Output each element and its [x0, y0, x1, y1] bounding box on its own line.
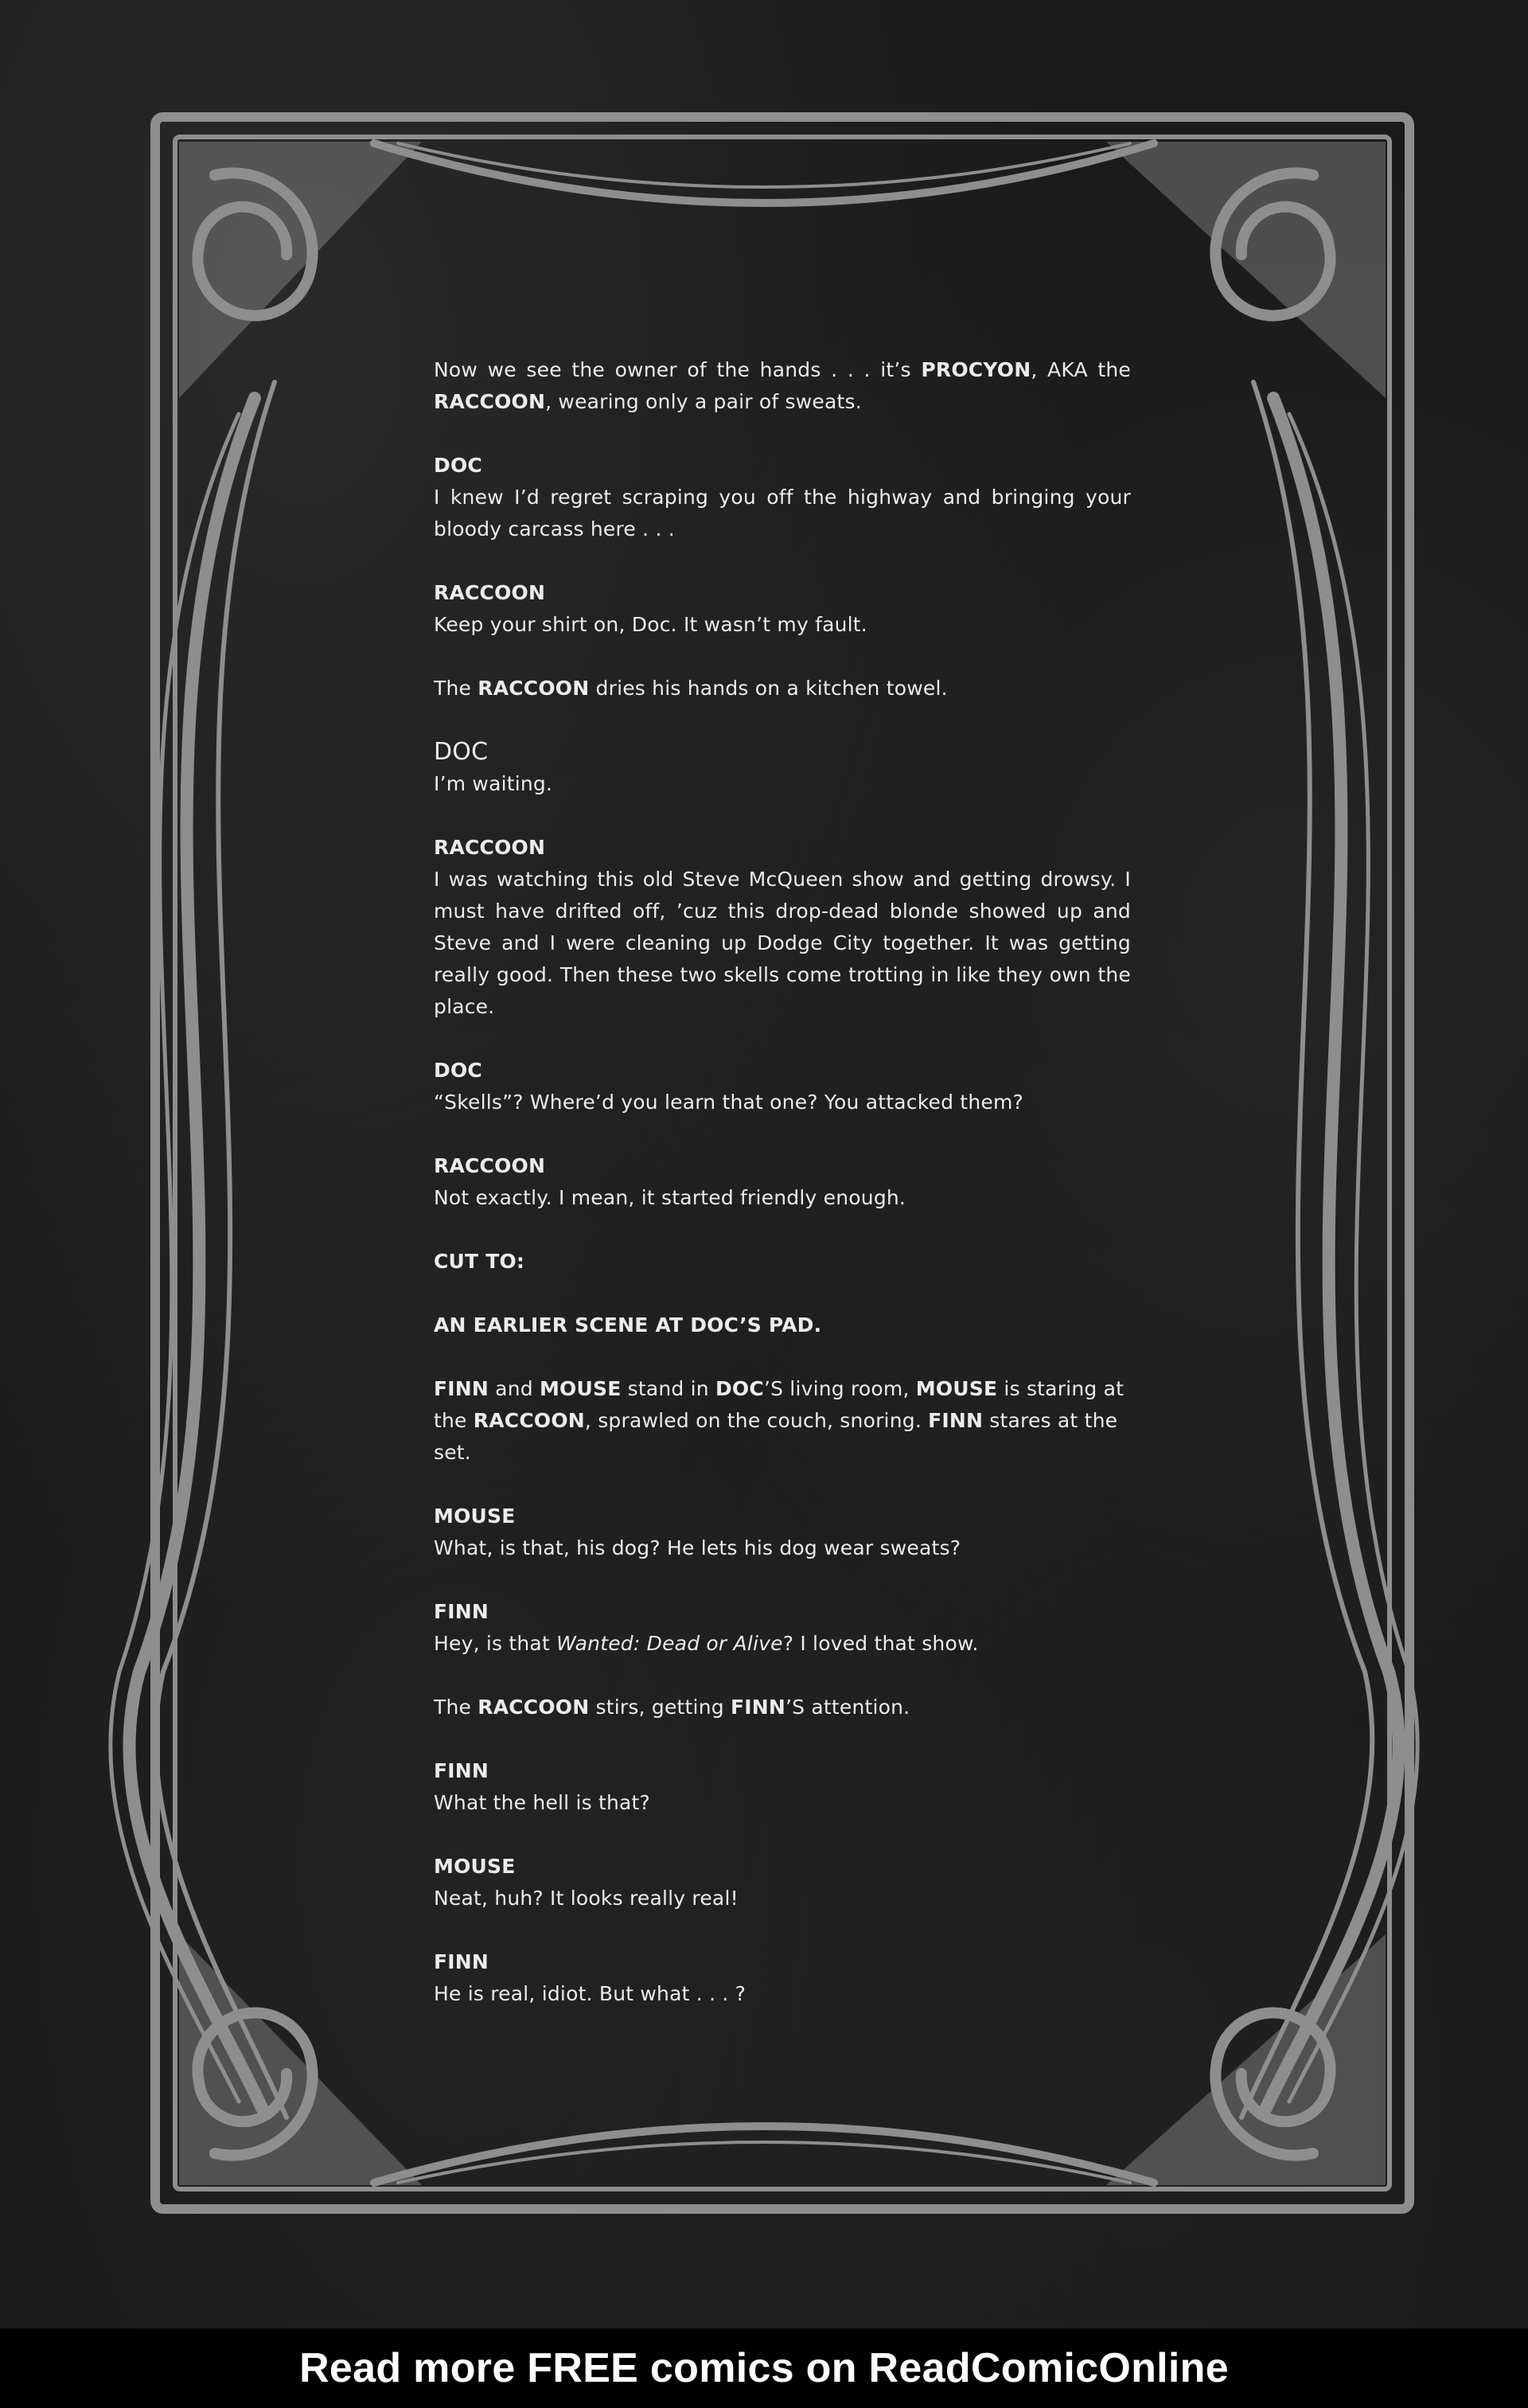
character-name: RACCOON — [434, 581, 546, 604]
dialogue-block-raccoon-1 — [434, 577, 1131, 641]
frame-bottom-arch — [374, 2126, 1154, 2183]
action-block-stirs: The RACCOON stirs, getting FINN’S attention. — [434, 1696, 910, 1719]
frame-left-curve — [129, 398, 263, 2109]
dialogue-block-finn-1: FINN Hey, is that Wanted: Dead or Alive? I loved that show. — [434, 1596, 1131, 1660]
character-name: DOC — [434, 1059, 482, 1082]
dialogue-line: Neat, huh? It looks really real! — [434, 1887, 739, 1910]
scene-heading: AN EARLIER SCENE AT DOC’S PAD. — [434, 1313, 822, 1337]
frame-top-arch — [374, 143, 1154, 203]
dialogue-line: Not exactly. I mean, it started friendly enough. — [434, 1186, 906, 1209]
action-block-living-room: FINN and MOUSE stand in DOC’S living room, MOUSE is staring at the RACCOON, sprawled on the couch, snoring. FINN stares at the set. — [434, 1377, 1125, 1464]
dialogue-block-doc-3 — [434, 1055, 1131, 1118]
character-name: MOUSE — [434, 1505, 516, 1528]
dialogue-line: Keep your shirt on, Doc. It wasn’t my fault. — [434, 613, 867, 636]
frame-right-curve — [1265, 398, 1399, 2109]
dialogue-block-mouse-2 — [434, 1851, 1131, 1914]
character-name: DOC — [434, 738, 489, 766]
character-name: FINN — [434, 1600, 489, 1623]
dialogue-line: I’m waiting. — [434, 772, 553, 795]
character-name: RACCOON — [434, 836, 546, 859]
footer-link-text[interactable]: Read more FREE comics on ReadComicOnline — [299, 2345, 1229, 2391]
character-name: MOUSE — [434, 1855, 516, 1878]
dialogue-block-finn-3 — [434, 1946, 1131, 2010]
dialogue-block-raccoon-3 — [434, 1150, 1131, 1214]
transition-cut-to: CUT TO: — [434, 1250, 525, 1273]
dialogue-block-finn-2 — [434, 1755, 1131, 1819]
dialogue-line: What the hell is that? — [434, 1791, 651, 1814]
dialogue-line: “Skells”? Where’d you learn that one? You attacked them? — [434, 1091, 1023, 1114]
action-block-towel: The RACCOON dries his hands on a kitchen towel. — [434, 677, 948, 700]
character-name: FINN — [434, 1950, 489, 1973]
footer-banner — [0, 2328, 1528, 2408]
dialogue-block-doc-2 — [434, 736, 1131, 800]
dialogue-block-mouse-1 — [434, 1501, 1131, 1564]
screenplay-text — [434, 354, 1131, 2042]
dialogue-line: I knew I’d regret scraping you off the highway and bringing your bloody carcass here . . . — [434, 486, 1131, 541]
dialogue-line: What, is that, his dog? He lets his dog wear sweats? — [434, 1536, 961, 1559]
dialogue-line: He is real, idiot. But what . . . ? — [434, 1982, 746, 2005]
dialogue-block-doc-1 — [434, 450, 1131, 545]
character-name: RACCOON — [434, 1154, 546, 1177]
dialogue-line: I was watching this old Steve McQueen show and getting drowsy. I must have drifted off, ’cuz this drop-dead blonde showed up and Steve and I were cleaning up Dodge City together. It was getting really good. Then these two skells come trotting in like they own the place. — [434, 868, 1131, 1018]
character-name: FINN — [434, 1759, 489, 1782]
dialogue-block-raccoon-2 — [434, 832, 1131, 1023]
action-block-procyon: Now we see the owner of the hands . . . it’s PROCYON, AKA the RACCOON, wearing only a pair of sweats. — [434, 358, 1132, 413]
character-name: DOC — [434, 454, 482, 477]
